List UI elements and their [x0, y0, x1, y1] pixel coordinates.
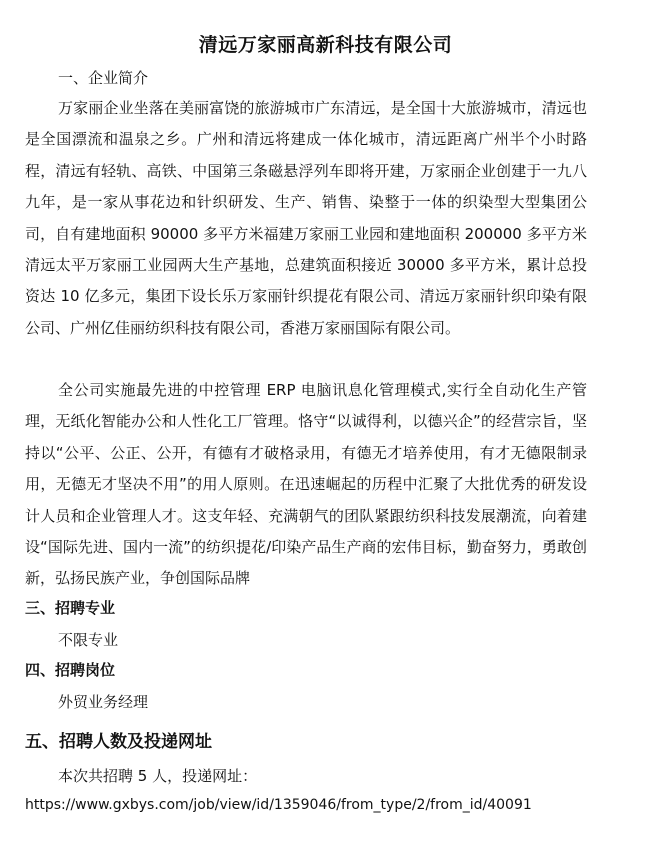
section1-heading: 一、企业简介: [58, 69, 149, 87]
section4-heading: 四、招聘岗位: [25, 661, 116, 679]
section5-heading: 五、招聘人数及投递网址: [25, 732, 212, 752]
application-url[interactable]: https://www.gxbys.com/job/view/id/1359046/from_type/2/from_id/40091: [25, 797, 532, 813]
job-position: 外贸业务经理: [58, 693, 149, 711]
company-intro-paragraph-2: 全公司实施最先进的中控管理 ERP 电脑讯息化管理模式,实行全自动化生产管理，无纸化智能办公和人性化工厂管理。恪守“以诚得利，以德兴企”的经营宗旨，坚持以“公平、公正、公开，有德有才破格录用，有德无才培养使用，有才无德限制录用，无德无才坚决不用”的用人原则。在迅速崛起的历程中汇聚了大批优秀的研发设计人员和企业管理人才。这支年轻、充满朝气的团队紧跟纺织科技发展潮流，向着建设“国际先进、国内一流”的纺织提花/印染产品生产商的宏伟目标，勤奋努力，勇敢创新，弘扬民族产业，争创国际品牌: [25, 381, 587, 588]
section3-heading: 三、招聘专业: [25, 599, 116, 617]
hiring-count-text: 本次共招聘 5 人，投递网址：: [58, 767, 258, 785]
company-intro-paragraph-1: 万家丽企业坐落在美丽富饶的旅游城市广东清远，是全国十大旅游城市，清远也是全国漂流和温泉之乡。广州和清远将建成一体化城市，清远距离广州半个小时路程，清远有轻轨、高铁、中国第三条磁悬浮列车即将开建，万家丽企业创建于一九八九年，是一家从事花边和针织研发、生产、销售、染整于一体的织染型大型集团公司，自有建地面积 90000 多平方米福建万家丽工业园和建地面积 200000 多平方米清远太平万家丽工业园两大生产基地，总建筑面积接近 30000 多平方米，累计总投资达 10 亿多元，集团下设长乐万家丽针织提花有限公司、清远万家丽针织印染有限公司、广州亿佳丽纺织科技有限公司，香港万家丽国际有限公司。: [25, 99, 587, 337]
document-title: 清远万家丽高新科技有限公司: [198, 34, 453, 56]
major-requirement: 不限专业: [58, 631, 119, 649]
